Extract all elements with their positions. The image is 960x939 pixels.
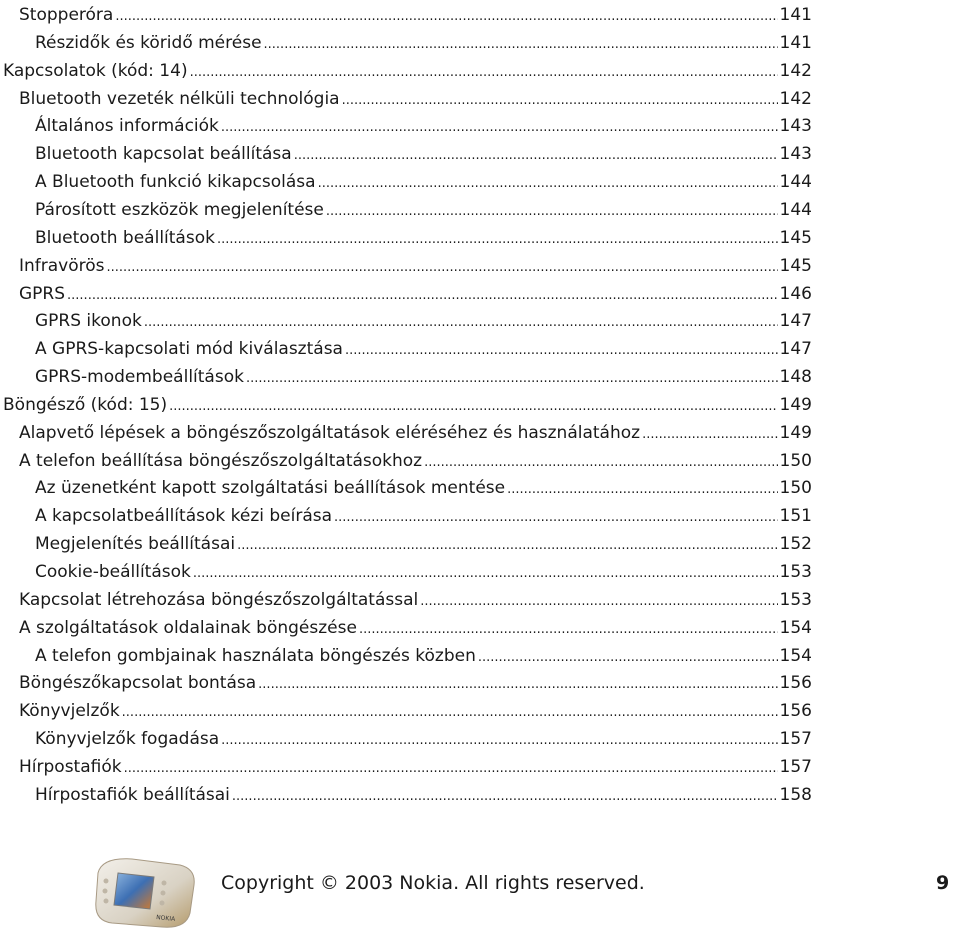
toc-entry-title: Hírpostafiók (19, 756, 122, 777)
toc-entry (0, 335, 812, 363)
toc-entry (0, 280, 812, 308)
toc-entry (0, 224, 812, 252)
toc-entry-title: Hírpostafiók beállításai (35, 784, 230, 805)
toc-entry-page: 144 (779, 199, 812, 220)
toc-entry (0, 112, 812, 140)
toc-leader-dots (221, 727, 777, 755)
toc-entry-title: Kapcsolat létrehozása böngészőszolgáltatással (19, 589, 419, 610)
toc-entry-title: Általános információk (35, 116, 219, 137)
toc-entry-page: 142 (779, 60, 812, 81)
toc-entry (0, 57, 812, 85)
toc-entry-title: Az üzenetként kapott szolgáltatási beállítások mentése (35, 478, 506, 499)
toc-entry-title: Böngésző (kód: 15) (3, 394, 168, 415)
toc-entry-title: Könyvjelzők fogadása (35, 729, 220, 750)
toc-leader-dots (246, 365, 778, 393)
toc-entry (0, 391, 812, 419)
toc-entry (0, 252, 812, 280)
toc-entry (0, 530, 812, 558)
toc-leader-dots (232, 783, 778, 811)
toc-entry-page: 142 (779, 88, 812, 109)
toc-entry (0, 447, 812, 475)
toc-entry-page: 158 (779, 784, 812, 805)
copyright-text: Copyright © 2003 Nokia. All rights reserved. (221, 872, 645, 894)
toc-entry-page: 152 (779, 534, 812, 555)
toc-entry (0, 140, 812, 168)
toc-leader-dots (318, 170, 778, 198)
toc-entry-title: A Bluetooth funkció kikapcsolása (35, 172, 316, 193)
toc-entry-title: Részidők és köridő mérése (35, 32, 262, 53)
toc-entry-title: Alapvető lépések a böngészőszolgáltatások eléréséhez és használatához (19, 422, 641, 443)
toc-entry-page: 143 (779, 144, 812, 165)
toc-entry-title: A telefon beállítása böngészőszolgáltatásokhoz (19, 450, 423, 471)
toc-leader-dots (237, 532, 777, 560)
toc-entry-page: 146 (779, 283, 812, 304)
toc-entry (0, 29, 812, 57)
toc-leader-dots (221, 114, 778, 142)
toc-entry (0, 474, 812, 502)
toc-leader-dots (334, 504, 778, 532)
toc-entry-page: 157 (779, 729, 812, 750)
toc-entry-title: Kapcsolatok (kód: 14) (3, 60, 188, 81)
toc-entry-title: Bluetooth beállítások (35, 227, 215, 248)
toc-entry-page: 153 (779, 589, 812, 610)
toc-leader-dots (345, 337, 778, 365)
toc-leader-dots (424, 449, 777, 477)
toc-entry-page: 144 (779, 172, 812, 193)
toc-leader-dots (420, 588, 777, 616)
toc-entry-page: 148 (779, 367, 812, 388)
toc-entry (0, 196, 812, 224)
toc-entry-title: Párosított eszközök megjelenítése (35, 199, 324, 220)
toc-entry-page: 143 (779, 116, 812, 137)
toc-leader-dots (169, 393, 777, 421)
toc-leader-dots (122, 699, 778, 727)
toc-entry (0, 781, 812, 809)
toc-entry (0, 1, 812, 29)
toc-leader-dots (294, 142, 778, 170)
toc-entry-title: A GPRS-kapcsolati mód kiválasztása (35, 339, 343, 360)
toc-leader-dots (115, 3, 777, 31)
toc-entry-page: 147 (779, 339, 812, 360)
toc-leader-dots (507, 476, 777, 504)
toc-entry-page: 154 (779, 645, 812, 666)
toc-entry-page: 150 (779, 478, 812, 499)
toc-entry (0, 85, 812, 113)
toc-entry-title: A kapcsolatbeállítások kézi beírása (35, 506, 333, 527)
toc-entry-page: 154 (779, 617, 812, 638)
toc-leader-dots (359, 616, 778, 644)
toc-entry-page: 153 (779, 562, 812, 582)
toc-entry-page: 151 (779, 506, 812, 527)
toc-entry-page: 145 (779, 227, 812, 248)
toc-entry-page: 149 (779, 422, 812, 443)
toc-entry (0, 502, 812, 530)
toc-leader-dots (190, 59, 778, 87)
toc-entry-title: A telefon gombjainak használata böngészés közben (35, 645, 476, 666)
toc-entry-title: Infravörös (19, 255, 105, 276)
toc-entry-title: A szolgáltatások oldalainak böngészése (19, 617, 357, 638)
toc-entry (0, 614, 812, 642)
toc-entry (0, 307, 812, 335)
toc-entry-page: 156 (779, 701, 812, 722)
toc-entry-title: GPRS ikonok (35, 311, 142, 332)
toc-entry (0, 753, 812, 781)
toc-entry (0, 697, 812, 725)
toc-leader-dots (264, 31, 778, 59)
toc-leader-dots (124, 755, 778, 783)
toc-leader-dots (107, 254, 778, 282)
toc-entry-page: 156 (779, 673, 812, 694)
toc-leader-dots (67, 282, 778, 310)
toc-leader-dots (258, 671, 777, 699)
toc-entry-page: 157 (779, 756, 812, 777)
toc-entry (0, 363, 812, 391)
nokia-logo: NOKIA (155, 914, 176, 923)
toc-entry (0, 642, 812, 670)
toc-entry-page: 150 (779, 450, 812, 471)
toc-entry-page: 145 (779, 255, 812, 276)
toc-entry (0, 558, 812, 586)
toc-leader-dots (478, 644, 778, 672)
toc-leader-dots (642, 421, 777, 449)
toc-entry (0, 168, 812, 196)
toc-entry-title: Könyvjelzők (19, 701, 120, 722)
toc-leader-dots (342, 87, 778, 115)
toc-entry-title: Böngészőkapcsolat bontása (19, 673, 257, 694)
toc-entry-title: Bluetooth kapcsolat beállítása (35, 144, 292, 165)
toc-entry-title: Cookie-beállítások (35, 562, 191, 582)
toc-leader-dots (144, 309, 778, 337)
toc-entry (0, 586, 812, 614)
toc-entry-title: GPRS-modembeállítások (35, 367, 244, 388)
toc-entry (0, 725, 812, 753)
toc-entry (0, 669, 812, 697)
toc-entry-title: Bluetooth vezeték nélküli technológia (19, 88, 340, 109)
nokia-phone-image (92, 851, 198, 931)
toc-entry-page: 149 (779, 394, 812, 415)
toc-entry-title: GPRS (19, 283, 66, 304)
toc-entry-title: Megjelenítés beállításai (35, 534, 236, 555)
toc-leader-dots (217, 226, 778, 254)
toc-entry-page: 141 (779, 5, 812, 25)
page-footer (0, 845, 960, 935)
toc-leader-dots (326, 198, 778, 226)
toc-entry-page: 141 (779, 32, 812, 53)
toc-leader-dots (193, 560, 778, 588)
toc-entry-title: Stopperóra (19, 5, 114, 25)
toc-entry (0, 419, 812, 447)
page-number: 9 (936, 872, 950, 894)
toc-entry-page: 147 (779, 311, 812, 332)
